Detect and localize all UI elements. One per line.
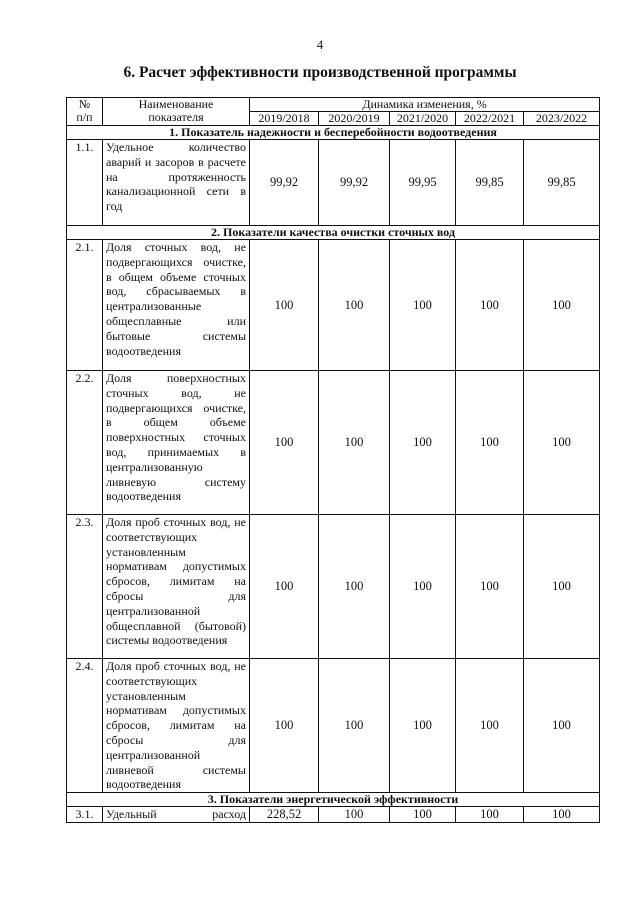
- header-number-line1: №: [78, 97, 91, 111]
- row-value: 100: [390, 807, 456, 823]
- row-value: 100: [456, 371, 524, 515]
- section-title: 1. Показатель надежности и бесперебойности водоотведения: [67, 126, 600, 140]
- row-value: 99,85: [524, 140, 600, 226]
- page-number: 4: [316, 37, 324, 52]
- header-row-1: [67, 98, 600, 112]
- row-description: Доля поверхностных сточных вод, не подвергающихся очистке, в общем объеме поверхностных сточных вод, принимаемых в централизованную ливневую систему водоотведения: [103, 371, 250, 515]
- section-title: 3. Показатели энергетической эффективности: [67, 793, 600, 807]
- row-value: 100: [250, 659, 319, 793]
- row-value: 100: [456, 807, 524, 823]
- row-value: 100: [319, 371, 390, 515]
- row-value: 100: [250, 371, 319, 515]
- section-row: [67, 226, 600, 240]
- row-index: 2.3.: [67, 515, 103, 659]
- header-number-line2: п/п: [76, 110, 93, 124]
- table-row: [67, 659, 600, 793]
- row-description: Удельный расход: [103, 807, 250, 823]
- row-value: 100: [456, 515, 524, 659]
- row-value: 99,92: [319, 140, 390, 226]
- header-name-line1: Наименование: [138, 97, 214, 111]
- table-row: [67, 807, 600, 823]
- section-row: [67, 793, 600, 807]
- row-value: 228,52: [250, 807, 319, 823]
- row-value: 100: [524, 807, 600, 823]
- header-year: 2019/2018: [250, 112, 319, 126]
- row-value: 100: [456, 240, 524, 371]
- table-row: [67, 240, 600, 371]
- efficiency-table: [66, 97, 600, 823]
- row-value: 100: [319, 240, 390, 371]
- row-index: 3.1.: [67, 807, 103, 823]
- row-value: 100: [390, 515, 456, 659]
- table-row: [67, 140, 600, 226]
- row-index: 2.4.: [67, 659, 103, 793]
- row-value: 100: [390, 371, 456, 515]
- row-value: 100: [524, 371, 600, 515]
- row-value: 100: [524, 659, 600, 793]
- table-row: [67, 515, 600, 659]
- row-value: 100: [524, 515, 600, 659]
- row-value: 99,95: [390, 140, 456, 226]
- row-index: 2.2.: [67, 371, 103, 515]
- header-year: 2022/2021: [456, 112, 524, 126]
- row-value: 99,85: [456, 140, 524, 226]
- row-description: Доля проб сточных вод, не соответствующих установленным нормативам допустимых сбросов, лимитам на сбросы для централизованной ливневой системы водоотведения: [103, 659, 250, 793]
- table-row: [67, 371, 600, 515]
- row-value: 100: [390, 659, 456, 793]
- header-number: [67, 98, 103, 126]
- row-value: 100: [390, 240, 456, 371]
- row-description: Доля сточных вод, не подвергающихся очистке, в общем объеме сточных вод, сбрасываемых в централизованные общесплавные или бытовые системы водоотведения: [103, 240, 250, 371]
- row-value: 100: [319, 807, 390, 823]
- row-description: Доля проб сточных вод, не соответствующих установленным нормативам допустимых сбросов, лимитам на сбросы для централизованной общесплавной (бытовой) системы водоотведения: [103, 515, 250, 659]
- row-value: 100: [524, 240, 600, 371]
- header-name-line2: показателя: [148, 110, 204, 124]
- row-index: 1.1.: [67, 140, 103, 226]
- row-value: 100: [250, 240, 319, 371]
- header-indicator-name: [103, 98, 250, 126]
- row-description: Удельное количество аварий и засоров в расчете на протяженность канализационной сети в год: [103, 140, 250, 226]
- row-value: 100: [319, 659, 390, 793]
- row-value: 100: [250, 515, 319, 659]
- row-value: 100: [456, 659, 524, 793]
- row-index: 2.1.: [67, 240, 103, 371]
- section-row: [67, 126, 600, 140]
- section-title: 2. Показатели качества очистки сточных вод: [67, 226, 600, 240]
- row-value: 99,92: [250, 140, 319, 226]
- header-year: 2020/2019: [319, 112, 390, 126]
- document-title: 6. Расчет эффективности производственной программы: [123, 64, 517, 81]
- header-year: 2023/2022: [524, 112, 600, 126]
- row-value: 100: [319, 515, 390, 659]
- header-dynamics: Динамика изменения, %: [250, 98, 600, 112]
- header-year: 2021/2020: [390, 112, 456, 126]
